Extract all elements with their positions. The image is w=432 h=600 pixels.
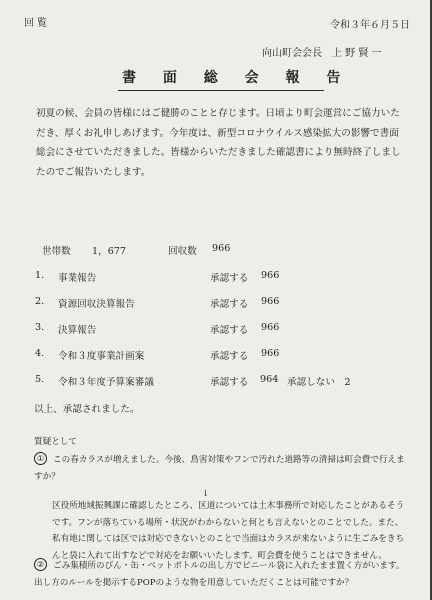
agenda-item-4-number: 4. (35, 348, 45, 359)
agenda-item-1-count: 966 (261, 270, 280, 281)
conclusion-text: 以上、承認されました。 (34, 404, 140, 415)
collected-label: 回収数 (168, 246, 197, 257)
agenda-item-5-number: 5. (35, 374, 45, 385)
question-1-number: ① (34, 452, 47, 465)
title-underline (118, 90, 324, 91)
households-label: 世帯数 (42, 246, 71, 257)
question-2-number: ② (34, 558, 47, 571)
question-2-text: ごみ集積所のびん・缶・ペットボトルの出し方でビニール袋に入れたまま置く方がいます。出し方のルールを掲示するPOPのような物を用意していただくことは可能ですか？ (34, 561, 405, 588)
agenda-item-3-number: 3. (35, 322, 45, 333)
agenda-item-5-approve: 承認する (210, 377, 249, 388)
agenda-item-5-name: 令和３年度予算案審議 (58, 377, 154, 388)
agenda-item-5-count: 964 (260, 374, 279, 385)
agenda-item-2-name: 資源回収決算報告 (58, 299, 135, 310)
intro-paragraph: 初夏の候、会員の皆様にはご健勝のことと存じます。日頃より町会運営にご協力いただき、厚くお礼申しあげます。今年度は、新型コロナウイルス感染拡大の影響で書面総会にさせていただきました。皆様からいただきました確認書により無時終了しましたのでご報告いたします。 (36, 108, 401, 178)
agenda-item-2-approve: 承認する (210, 299, 249, 310)
question-1-text: この春カラスが増えました。今後、鳥害対策やフンで汚れた道路等の清掃は町会費で行えますか？ (34, 455, 405, 482)
question-2 (34, 558, 410, 591)
agenda-item-3-count: 966 (261, 322, 280, 333)
question-1 (34, 452, 410, 485)
agenda-item-1-approve: 承認する (210, 273, 249, 284)
author-line: 向山町会会長 上 野 賢 一 (262, 48, 382, 59)
agenda-item-5-extra: 承認しない 2 (287, 377, 351, 388)
agenda-item-4-approve: 承認する (210, 351, 249, 362)
agenda-item-4-name: 令和３度事業計画案 (58, 351, 145, 362)
collected-value: 966 (212, 243, 231, 254)
questions-heading: 質疑として (34, 437, 77, 447)
circulation-label: 回 覧 (24, 18, 48, 29)
agenda-item-3-name: 決算報告 (58, 325, 97, 336)
households-value: 1，677 (92, 246, 127, 257)
agenda-item-1-name: 事業報告 (58, 273, 97, 284)
agenda-item-3-approve: 承認する (210, 325, 249, 336)
agenda-item-1-number: 1. (35, 270, 45, 281)
answer-arrow: ↓ (202, 489, 210, 499)
agenda-item-4-count: 966 (261, 348, 280, 359)
answer-1-text: 区役所地域振興課に確認したところ、区道については土木事務所で対応したことがあるそうです。フンが落ちている場所・状況がわからないと何とも言えないとのことでした。また、私有地に関しては区では対応できないとのことで当面はカラスが来ないように生ごみをきちんと袋に入れて出すなどで対応をお願いいたします。町会費を使うことはできません。 (52, 501, 405, 561)
document-title: 書 面 総 会 報 告 (122, 70, 352, 86)
issue-date: 令和３年６月５日 (330, 20, 410, 31)
agenda-item-2-number: 2. (35, 296, 45, 307)
agenda-item-2-count: 966 (261, 296, 280, 307)
